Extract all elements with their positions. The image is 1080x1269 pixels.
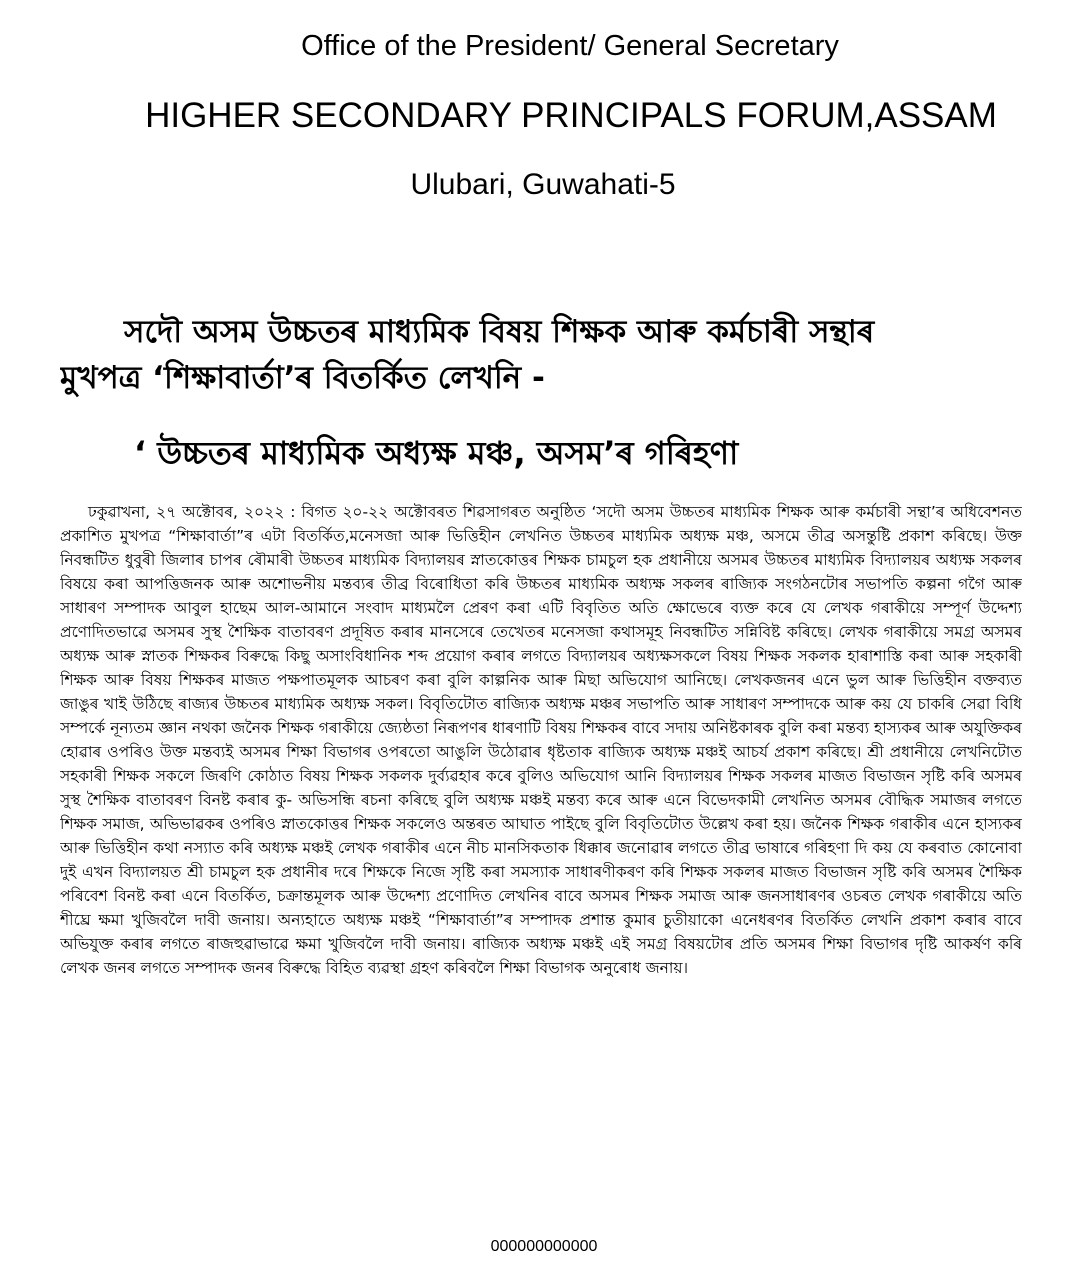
organization-address: Ulubari, Guwahati-5 [410,168,676,201]
organization-name: HIGHER SECONDARY PRINCIPALS FORUM,ASSAM [145,96,997,135]
headline-line-1: সদৌ অসম উচ্চতৰ মাধ্যমিক বিষয় শিক্ষক আৰু কৰ্মচাৰী সন্থাৰ [124,314,875,350]
footer-number: 000000000000 [490,1238,598,1255]
headline-line-3: ‘ উচ্চতৰ মাধ্যমিক অধ্যক্ষ মঞ্চ, অসম’ৰ গৰিহণা [134,434,739,472]
headline-line-2: মুখপত্ৰ ‘শিক্ষাবাৰ্তা’ৰ বিতৰ্কিত লেখনি - [60,360,545,396]
office-line: Office of the President/ General Secretary [301,30,839,62]
press-release-body: ঢকুৱাখনা, ২৭ অক্টোবৰ, ২০২২ : বিগত ২০-২২ অক্টোবৰত শিৱসাগৰত অনুষ্ঠিত ‘সদৌ অসম উচ্চতৰ মাধ্যমিক শিক্ষক আৰু কৰ্মচাৰী সন্থা’ৰ অধিবেশনত প্ৰকাশিত মুখপত্ৰ “শিক্ষাবাৰ্তা”ৰ এটা বিতৰ্কিত,মনেসজা আৰু ভিত্তিহীন লেখনিত উচ্চতৰ মাধ্যমিক অধ্যক্ষ মঞ্চ, অসমে তীব্ৰ অসন্তুষ্টি প্ৰকাশ কৰিছে। উক্ত নিবন্ধটিত ধুবুৰী জিলাৰ চাপৰ ৰৌমাৰী উচ্চতৰ মাধ্যমিক বিদ্যালয়ৰ স্নাতকোত্তৰ শিক্ষক চামচুল হক প্ৰধানীয়ে অসমৰ উচ্চতৰ মাধ্যমিক বিদ্যালয়ৰ অধ্যক্ষ সকলৰ বিষয়ে কৰা আপত্তিজনক আৰু অশোভনীয় মন্তব্যৰ তীব্ৰ বিৰোধিতা কৰি উচ্চতৰ মাধ্যমিক অধ্যক্ষ সকলৰ ৰাজ্যিক সংগঠনটোৰ সভাপতি কল্পনা গগৈ আৰু সাধাৰণ সম্পাদক আবুল হাছেম আল-আমানে সংবাদ মাধ্যমলৈ প্ৰেৰণ কৰা এটি বিবৃতিত অতি ক্ষোভেৰে ব্যক্ত কৰে যে লেখক গৰাকীয়ে সম্পূৰ্ণ উদ্দেশ্য প্ৰণোদিতভাৱে অসমৰ সুস্থ শৈক্ষিক বাতাবৰণ প্ৰদূষিত কৰাৰ মানসেৰে তেখেতৰ মনেসজা কথাসমূহ নিবন্ধটিত সন্নিবিষ্ট কৰিছে। লেখক গৰাকীয়ে সমগ্ৰ অসমৰ অধ্যক্ষ আৰু স্নাতক শিক্ষকৰ বিৰুদ্ধে কিছু অসাংবিধানিক শব্দ প্ৰয়োগ কৰাৰ লগতে বিদ্যালয়ৰ অধ্যক্ষসকলে বিষয় শিক্ষক সকলক হাৰাশাস্তি কৰা আৰু সহকাৰী শিক্ষক আৰু বিষয় শিক্ষকৰ মাজত পক্ষপাতমূলক আচৰণ কৰা বুলি কাল্পনিক আৰু মিছা অভিযোগ আনিছে। লেখকজনৰ এনে ভুল আৰু ভিত্তিহীন বক্তব্যত জাঙুৰ খাই উঠিছে ৰাজ্যৰ উচ্চতৰ মাধ্যমিক অধ্যক্ষ সকল। বিবৃতিটোত ৰাজ্যিক অধ্যক্ষ মঞ্চৰ সভাপতি আৰু সাধাৰণ সম্পাদকে আৰু কয় যে চাকৰি সেৱা বিধি সম্পৰ্কে নূন্যতম জ্ঞান নথকা জনৈক শিক্ষক গৰাকীয়ে জ্যেষ্ঠতা নিৰূপণৰ ধাৰণাটি বিষয় শিক্ষকৰ বাবে সদায় অনিষ্টকাৰক বুলি কৰা মন্তব্য হাস্যকৰ আৰু অযুক্তিকৰ হোৱাৰ ওপৰিও উক্ত মন্তব্যই অসমৰ শিক্ষা বিভাগৰ ওপৰতো আঙুলি উঠোৱাৰ ধৃষ্টতাক ৰাজ্যিক অধ্যক্ষ মঞ্চই আচৰ্য প্ৰকাশ কৰিছে। শ্ৰী প্ৰধানীয়ে লেখনিটোত সহকাৰী শিক্ষক সকলে জিৰণি কোঠাত বিষয় শিক্ষক সকলক দুৰ্ব্যৱহাৰ কৰে বুলিও অভিযোগ আনি বিদ্যালয়ৰ শিক্ষক সকলৰ মাজত বিভাজন সৃষ্টি কৰি অসমৰ সুস্থ শৈক্ষিক বাতাবৰণ বিনষ্ট কৰাৰ কু- অভিসন্ধি ৰচনা কৰিছে বুলি অধ্যক্ষ মঞ্চই মন্তব্য কৰে আৰু এনে বিভেদকামী লেখনিত অসমৰ বৌদ্ধিক সমাজৰ লগতে শিক্ষক সমাজ, অভিভাৱকৰ ওপৰিও স্নাতকোত্তৰ শিক্ষক সকলেও অন্তৰত আঘাত পাইছে বুলি বিবৃতিটোত উল্লেখ কৰা হয়। জনৈক শিক্ষক গৰাকীৰ এনে হাস্যকৰ আৰু ভিত্তিহীন কথা নস্যাত কৰি অধ্যক্ষ মঞ্চই লেখক গৰাকীৰ এনে নীচ মানসিকতাক ধিক্কাৰ জনোৱাৰ লগতে তীব্ৰ ভাষাৰে গৰিহণা দি কয় যে কৰবাত কোনোবা দুই এখন বিদ্যালয়ত শ্ৰী চামচুল হক প্ৰধানীৰ দৰে শিক্ষকে নিজে সৃষ্টি কৰা সমস্যাক সাধাৰণীকৰণ কৰি শিক্ষক সকলৰ মাজত বিভাজন সৃষ্টি কৰি অসমৰ শৈক্ষিক পৰিবেশ বিনষ্ট কৰা এনে বিতৰ্কিত, চক্ৰান্তমূলক আৰু উদ্দেশ্য প্ৰণোদিত লেখনিৰ বাবে অসমৰ শিক্ষক সমাজ আৰু জনসাধাৰণৰ ওচৰত লেখক গৰাকীয়ে অতি শীঘ্ৰে ক্ষমা খুজিবলৈ দাবী জনায়। অন্যহাতে অধ্যক্ষ মঞ্চই “শিক্ষাবাৰ্তা”ৰ সম্পাদক প্ৰশান্ত কুমাৰ চুতীয়াকো এনেধৰণৰ বিতৰ্কিত লেখনি প্ৰকাশ কৰাৰ বাবে অভিযুক্ত কৰাৰ লগতে ৰাজহুৱাভাৱে ক্ষমা খুজিবলৈ দাবী জনায়। ৰাজ্যিক অধ্যক্ষ মঞ্চই এই সমগ্ৰ বিষয়টোৰ প্ৰতি অসমৰ শিক্ষা বিভাগৰ দৃষ্টি আকৰ্ষণ কৰি লেখক জনৰ লগতে সম্পাদক জনৰ বিৰুদ্ধে বিহিত ব্যৱস্থা গ্ৰহণ কৰিবলৈ শিক্ষা বিভাগক অনুৰোধ জনায়। [60,503,1022,977]
